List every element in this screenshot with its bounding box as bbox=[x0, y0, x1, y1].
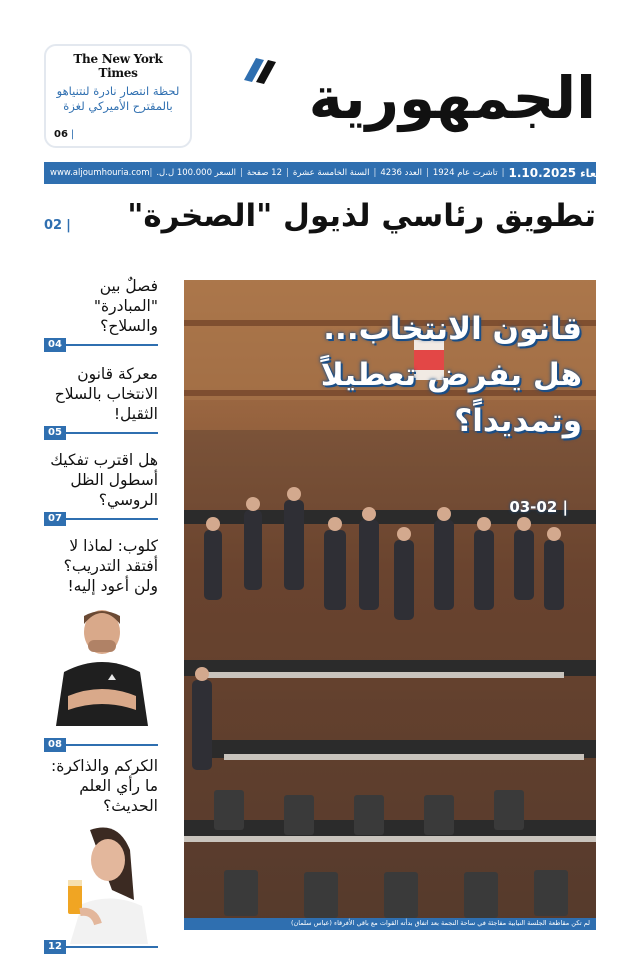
sidebar-item-page bbox=[44, 420, 158, 438]
hero-headline-line: وتمديداً؟ bbox=[454, 403, 582, 439]
sidebar-item-title: فصلٌ بين "المبادرة" والسلاح؟ bbox=[93, 277, 158, 335]
separator: | bbox=[149, 168, 153, 178]
sidebar-item-page-number: 07 bbox=[44, 512, 66, 526]
sidebar-item-title: معركة قانون الانتخاب بالسلاح الثقيل! bbox=[54, 365, 158, 423]
date-bar bbox=[44, 162, 619, 184]
sidebar-item-page bbox=[44, 506, 158, 524]
sidebar-item[interactable] bbox=[44, 536, 158, 750]
hero-photo[interactable] bbox=[184, 280, 596, 930]
sidebar-item-page bbox=[44, 934, 158, 952]
hero-page-numbers: 03-02 | bbox=[509, 498, 568, 516]
klopp-portrait bbox=[50, 602, 154, 726]
weekday: الأربعاء bbox=[580, 166, 619, 180]
masthead-title: الجمهورية bbox=[308, 64, 596, 132]
main-headline[interactable]: تطويق رئاسي لذيول "الصخرة" bbox=[127, 198, 596, 234]
separator: | bbox=[425, 168, 429, 178]
sidebar-item-page bbox=[44, 332, 158, 350]
masthead bbox=[236, 50, 596, 146]
sidebar-item[interactable] bbox=[44, 276, 158, 350]
main-headline-page: 02 | bbox=[44, 218, 71, 233]
hero-headline-line: هل يفرض تعطيلاً bbox=[320, 357, 582, 393]
sidebar-item-page bbox=[44, 732, 158, 750]
separator: | bbox=[373, 168, 377, 178]
sidebar-item[interactable] bbox=[44, 756, 158, 952]
hero-caption: لم تكن مقاطعة الجلسة النيابية مفاجئة في ساحة النجمة بعد اتفاق بدأته القوات مع باقي الأفرقاء (عباس سلمان) bbox=[184, 918, 596, 930]
sidebar-item-title: الكركم والذاكرة: ما رأي العلم الحديث؟ bbox=[51, 757, 158, 815]
sidebar-item[interactable] bbox=[44, 450, 158, 524]
separator: | bbox=[240, 168, 243, 178]
separator: | bbox=[285, 168, 289, 178]
sidebar-item-title: هل اقترب تفكيك أسطول الظل الروسي؟ bbox=[50, 451, 158, 509]
sidebar-item-page-number: 04 bbox=[44, 338, 66, 352]
nyt-teaser: لحظة انتصار نادرة لنتنياهو بالمقترح الأميركي لغزة bbox=[56, 84, 180, 113]
nyt-logo: The New York Times bbox=[73, 52, 163, 80]
hero-headline bbox=[282, 306, 582, 444]
sidebar-item-page-number: 08 bbox=[44, 738, 66, 752]
sidebar-item-title: كلوب: لماذا لا أفتقد التدريب؟ ولن أعود إليه! bbox=[63, 537, 158, 595]
sidebar-item-page-number: 05 bbox=[44, 426, 66, 440]
sidebar-item[interactable] bbox=[44, 364, 158, 438]
sidebar-item-page-number: 12 bbox=[44, 940, 66, 954]
nyt-promo-box[interactable] bbox=[44, 44, 192, 148]
nyt-page-number: 06 | bbox=[54, 129, 74, 140]
masthead-accent-icon bbox=[238, 50, 278, 96]
price: السعر 100.000 ل.ل. bbox=[156, 168, 237, 178]
volume-year: السنة الخامسة عشرة bbox=[292, 168, 370, 178]
issue-number: العدد 4236 bbox=[380, 168, 422, 178]
website-link[interactable]: www.aljoumhouria.com bbox=[50, 168, 150, 178]
issue-date: 1.10.2025 bbox=[508, 166, 577, 180]
separator: | bbox=[501, 168, 505, 178]
page-count: 12 صفحة bbox=[246, 168, 282, 178]
issue-info bbox=[149, 166, 618, 180]
woman-drinking-portrait bbox=[50, 820, 154, 944]
founding-year: تاشرت عام 1924 bbox=[432, 168, 498, 178]
hero-headline-line: قانون الانتخاب... bbox=[323, 311, 582, 347]
